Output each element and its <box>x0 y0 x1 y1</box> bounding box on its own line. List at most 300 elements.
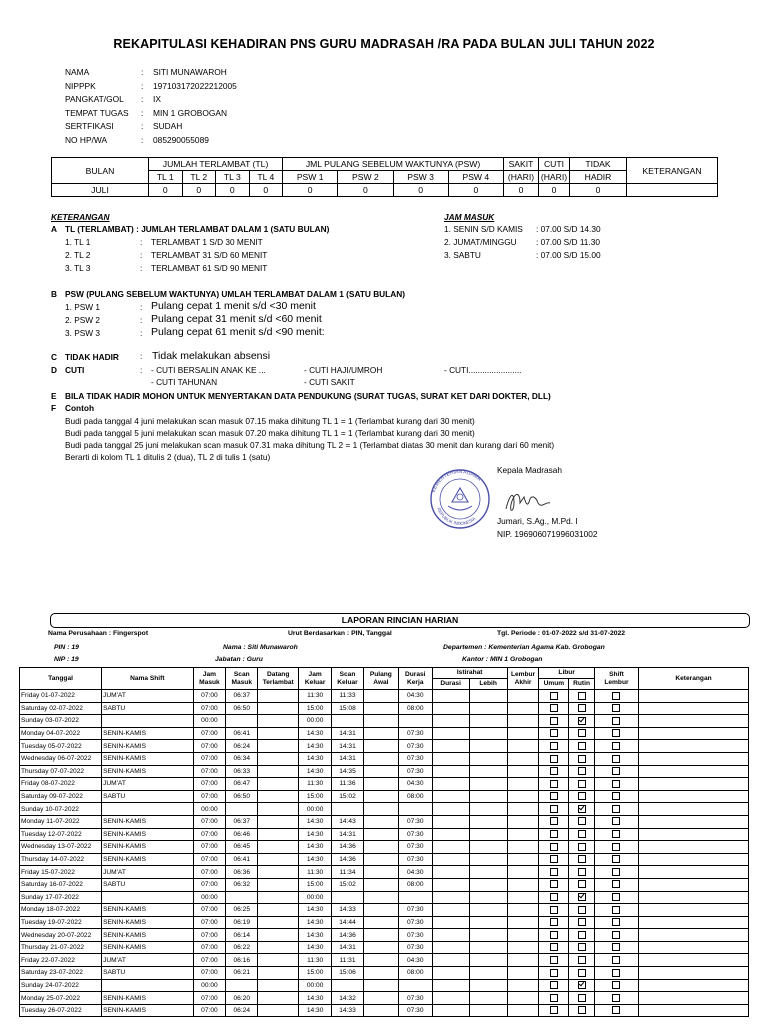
cell-durasi-kerja: 08:00 <box>398 967 432 980</box>
cell-shift-lembur <box>594 878 638 891</box>
cell-shift-lembur <box>594 992 638 1005</box>
col-keterangan: KETERANGAN <box>627 158 718 184</box>
cell-durasi-kerja: 07:30 <box>398 815 432 828</box>
cell-durasi-kerja: 07:30 <box>398 740 432 753</box>
checkbox-icon[interactable] <box>550 956 558 964</box>
cell-jam-keluar: 14:30 <box>299 992 332 1005</box>
cell-keterangan <box>639 841 749 854</box>
cell-jam-masuk: 07:00 <box>193 828 226 841</box>
identity-row <box>65 66 237 80</box>
cell-jam-keluar: 11:30 <box>299 866 332 879</box>
cell-terlambat <box>258 803 299 816</box>
cell-scan-masuk: 06:16 <box>226 954 258 967</box>
th-istirahat: Istirahat <box>432 668 507 679</box>
checkbox-icon[interactable] <box>578 729 586 737</box>
ket-c-letter: C <box>51 352 57 362</box>
cell-shift: SENIN-KAMIS <box>102 904 193 917</box>
checkbox-icon[interactable] <box>550 931 558 939</box>
cell-jam-masuk: 07:00 <box>193 740 226 753</box>
checkbox-icon[interactable] <box>550 893 558 901</box>
cell-keterangan <box>639 954 749 967</box>
cell-lembur-akhir <box>507 740 539 753</box>
identity-row <box>65 107 237 121</box>
checkbox-icon[interactable] <box>550 805 558 813</box>
checkbox-icon[interactable] <box>612 931 620 939</box>
cell-tanggal: Thursday 07-07-2022 <box>20 765 102 778</box>
checkbox-icon[interactable] <box>550 943 558 951</box>
checkbox-icon[interactable] <box>578 918 586 926</box>
cell-libur-rutin <box>569 866 595 879</box>
sub-cuti-hari: (HARI) <box>539 171 570 184</box>
cell-terlambat <box>258 866 299 879</box>
checkbox-icon[interactable] <box>550 906 558 914</box>
cell-tanggal: Saturday 16-07-2022 <box>20 878 102 891</box>
checkbox-icon[interactable] <box>578 855 586 863</box>
cell-shift: JUM'AT <box>102 778 193 791</box>
checkbox-icon[interactable] <box>578 956 586 964</box>
cell-keterangan <box>639 690 749 703</box>
identity-value: SITI MUNAWAROH <box>153 67 227 77</box>
cell-pulang-awal <box>363 866 398 879</box>
checkbox-icon[interactable] <box>578 767 586 775</box>
cell-ist-durasi <box>432 929 469 942</box>
cell-durasi-kerja <box>398 891 432 904</box>
cell-terlambat <box>258 778 299 791</box>
cell-keterangan <box>639 790 749 803</box>
cell-ist-lebih <box>469 1004 507 1017</box>
cell-scan-keluar: 14:35 <box>332 765 364 778</box>
checkbox-icon[interactable] <box>550 830 558 838</box>
checkbox-icon[interactable] <box>550 717 558 725</box>
identity-value: MIN 1 GROBOGAN <box>153 107 227 118</box>
cell-jam-masuk: 07:00 <box>193 841 226 854</box>
cell-lembur-akhir <box>507 929 539 942</box>
checkbox-icon[interactable] <box>612 880 620 888</box>
cell-ist-lebih <box>469 891 507 904</box>
cell-lembur-akhir <box>507 727 539 740</box>
cell-ist-durasi <box>432 715 469 728</box>
checkbox-icon[interactable] <box>612 780 620 788</box>
sub-tl4: TL 4 <box>249 171 283 184</box>
checkbox-icon[interactable] <box>612 843 620 851</box>
cell-ist-lebih <box>469 904 507 917</box>
sub-psw2: PSW 2 <box>338 171 393 184</box>
th-libur: Libur <box>539 668 594 679</box>
checkbox-icon[interactable] <box>578 717 586 725</box>
checkbox-icon[interactable] <box>578 742 586 750</box>
cell-lembur-akhir <box>507 967 539 980</box>
cell-pulang-awal <box>363 929 398 942</box>
cell-lembur-akhir <box>507 815 539 828</box>
checkbox-icon[interactable] <box>550 1006 558 1014</box>
cell-jam-masuk: 07:00 <box>193 727 226 740</box>
list-value: : 07.00 S/D 15.00 <box>536 250 601 260</box>
cell-jam-keluar: 14:30 <box>299 1004 332 1017</box>
cell-jam-keluar: 14:30 <box>299 765 332 778</box>
ket-a-letter: A <box>51 224 57 234</box>
cuti-tahunan: - CUTI TAHUNAN <box>151 377 218 387</box>
cell-pulang-awal <box>363 904 398 917</box>
table-row <box>20 740 749 753</box>
report-pin: PIN : 19 <box>54 644 79 651</box>
checkbox-icon[interactable] <box>612 792 620 800</box>
cell-keterangan <box>639 853 749 866</box>
cell-ist-durasi <box>432 841 469 854</box>
checkbox-icon[interactable] <box>550 880 558 888</box>
cell-shift-lembur <box>594 841 638 854</box>
report-period: Tgl. Periode : 01-07-2022 s/d 31-07-2022 <box>497 630 626 637</box>
identity-value: 085290055089 <box>153 134 209 145</box>
cell-shift <box>102 715 193 728</box>
cell-scan-masuk: 06:46 <box>226 828 258 841</box>
cell-shift: JUM'AT <box>102 954 193 967</box>
cell-scan-masuk: 06:41 <box>226 853 258 866</box>
cell-shift-lembur <box>594 891 638 904</box>
checkbox-icon[interactable] <box>550 755 558 763</box>
cell-scan-keluar <box>332 891 364 904</box>
cell-ist-lebih <box>469 979 507 992</box>
list-key: 1. TL 1 <box>65 237 91 247</box>
table-row <box>20 891 749 904</box>
checkbox-icon[interactable] <box>612 994 620 1002</box>
cell-libur-umum <box>539 715 569 728</box>
identity-row <box>65 134 237 148</box>
checkbox-icon[interactable] <box>612 767 620 775</box>
cell-lembur-akhir <box>507 715 539 728</box>
checkbox-icon[interactable] <box>550 981 558 989</box>
cell-scan-masuk <box>226 979 258 992</box>
checkbox-icon[interactable] <box>578 868 586 876</box>
cell-jam-keluar: 14:30 <box>299 727 332 740</box>
cell-ist-durasi <box>432 853 469 866</box>
checkbox-icon[interactable] <box>578 981 586 989</box>
checkbox-icon[interactable] <box>578 692 586 700</box>
checkbox-icon[interactable] <box>550 767 558 775</box>
identity-key: NAMA <box>65 67 90 77</box>
checkbox-icon[interactable] <box>612 704 620 712</box>
cell-libur-umum <box>539 891 569 904</box>
cell-terlambat <box>258 841 299 854</box>
checkbox-icon[interactable] <box>550 843 558 851</box>
table-row <box>20 853 749 866</box>
cell-libur-rutin <box>569 803 595 816</box>
report-nama: Nama : Siti Munawaroh <box>223 644 298 651</box>
identity-key: NIPPPK <box>65 80 96 91</box>
checkbox-icon[interactable] <box>578 969 586 977</box>
checkbox-icon[interactable] <box>612 918 620 926</box>
checkbox-icon[interactable] <box>550 742 558 750</box>
checkbox-icon[interactable] <box>550 792 558 800</box>
cell-tanggal: Sunday 03-07-2022 <box>20 715 102 728</box>
checkbox-icon[interactable] <box>550 868 558 876</box>
example-line: Berarti di kolom TL 1 ditulis 2 (dua), TL 2 di tulis 1 (satu) <box>65 452 271 462</box>
checkbox-icon[interactable] <box>578 792 586 800</box>
cell-terlambat <box>258 916 299 929</box>
cell-scan-masuk <box>226 803 258 816</box>
cell-scan-masuk: 06:19 <box>226 916 258 929</box>
table-row <box>20 1004 749 1017</box>
cell-libur-rutin <box>569 815 595 828</box>
checkbox-icon[interactable] <box>578 830 586 838</box>
cell-lembur-akhir <box>507 891 539 904</box>
cell-libur-umum <box>539 740 569 753</box>
checkbox-icon[interactable] <box>550 780 558 788</box>
checkbox-icon[interactable] <box>612 805 620 813</box>
checkbox-icon[interactable] <box>550 969 558 977</box>
cell-jam-keluar: 15:00 <box>299 967 332 980</box>
checkbox-icon[interactable] <box>550 855 558 863</box>
cell-keterangan <box>639 715 749 728</box>
cell-libur-rutin <box>569 790 595 803</box>
checkbox-icon[interactable] <box>612 729 620 737</box>
table-row <box>20 878 749 891</box>
cell-shift-lembur <box>594 916 638 929</box>
checkbox-icon[interactable] <box>612 969 620 977</box>
cell-tanggal: Saturday 23-07-2022 <box>20 967 102 980</box>
checkbox-icon[interactable] <box>612 692 620 700</box>
checkbox-icon[interactable] <box>612 817 620 825</box>
list-value: Pulang cepat 1 menit s/d <30 menit <box>151 300 316 312</box>
checkbox-icon[interactable] <box>612 868 620 876</box>
cell-libur-umum <box>539 979 569 992</box>
checkbox-icon[interactable] <box>578 1006 586 1014</box>
report-sort: Urut Berdasarkan : PIN, Tanggal <box>288 630 392 637</box>
list-key: 2. JUMAT/MINGGU <box>444 237 517 247</box>
checkbox-icon[interactable] <box>612 830 620 838</box>
cell-ist-lebih <box>469 967 507 980</box>
cell-libur-rutin <box>569 828 595 841</box>
checkbox-icon[interactable] <box>578 994 586 1002</box>
cell-jam-masuk: 07:00 <box>193 954 226 967</box>
cell-ist-lebih <box>469 765 507 778</box>
cell-scan-masuk: 06:36 <box>226 866 258 879</box>
cell-ist-lebih <box>469 752 507 765</box>
list-value: : 07.00 S/D 11.30 <box>536 237 600 247</box>
checkbox-icon[interactable] <box>578 704 586 712</box>
cell-jam-masuk: 07:00 <box>193 765 226 778</box>
report-title: LAPORAN RINCIAN HARIAN <box>50 613 750 628</box>
cell-durasi-kerja: 07:30 <box>398 853 432 866</box>
cell-scan-keluar <box>332 979 364 992</box>
sub-tl2: TL 2 <box>182 171 216 184</box>
cell-ist-lebih <box>469 853 507 866</box>
cell-ist-durasi <box>432 891 469 904</box>
ket-e-letter: E <box>51 391 57 401</box>
cell-ist-durasi <box>432 815 469 828</box>
cell-shift: SENIN-KAMIS <box>102 828 193 841</box>
checkbox-icon[interactable] <box>578 817 586 825</box>
cell-lembur-akhir <box>507 916 539 929</box>
cell-scan-masuk: 06:47 <box>226 778 258 791</box>
cell-libur-rutin <box>569 765 595 778</box>
cell-ist-durasi <box>432 828 469 841</box>
checkbox-icon[interactable] <box>550 918 558 926</box>
cell-jam-keluar: 14:30 <box>299 916 332 929</box>
checkbox-icon[interactable] <box>612 981 620 989</box>
cell-keterangan <box>639 815 749 828</box>
checkbox-icon[interactable] <box>612 1006 620 1014</box>
cell-shift: SENIN-KAMIS <box>102 992 193 1005</box>
colon: : <box>140 250 143 260</box>
cell-jam-masuk: 00:00 <box>193 803 226 816</box>
checkbox-icon[interactable] <box>578 843 586 851</box>
cell-lembur-akhir <box>507 765 539 778</box>
cell-scan-keluar: 14:31 <box>332 828 364 841</box>
checkbox-icon[interactable] <box>578 805 586 813</box>
cell-durasi-kerja <box>398 979 432 992</box>
cell-scan-masuk: 06:24 <box>226 1004 258 1017</box>
checkbox-icon[interactable] <box>550 692 558 700</box>
checkbox-icon[interactable] <box>612 755 620 763</box>
table-row <box>20 941 749 954</box>
summary-table <box>51 157 718 197</box>
cell-scan-keluar <box>332 715 364 728</box>
ket-a-text: TL (TERLAMBAT) : JUMLAH TERLAMBAT DALAM 1 (SATU BULAN) <box>65 224 330 234</box>
cell-pulang-awal <box>363 828 398 841</box>
sub-psw4: PSW 4 <box>448 171 503 184</box>
checkbox-icon[interactable] <box>578 880 586 888</box>
summary-keterangan-value <box>627 184 718 197</box>
cell-libur-umum <box>539 803 569 816</box>
checkbox-icon[interactable] <box>578 893 586 901</box>
colon: : <box>140 302 143 312</box>
cell-libur-rutin <box>569 878 595 891</box>
cell-scan-masuk: 06:24 <box>226 740 258 753</box>
list-value: Pulang cepat 31 menit s/d <60 menit <box>151 313 322 325</box>
cell-libur-umum <box>539 866 569 879</box>
cell-scan-masuk: 06:20 <box>226 992 258 1005</box>
sub-tl3: TL 3 <box>216 171 250 184</box>
table-row <box>20 916 749 929</box>
cell-shift: SENIN-KAMIS <box>102 941 193 954</box>
cell-lembur-akhir <box>507 866 539 879</box>
colon: : <box>140 315 143 325</box>
cell-shift-lembur <box>594 815 638 828</box>
cell-tanggal: Friday 15-07-2022 <box>20 866 102 879</box>
cell-lembur-akhir <box>507 954 539 967</box>
ket-e-text: BILA TIDAK HADIR MOHON UNTUK MENYERTAKAN DATA PENDUKUNG (SURAT TUGAS, SURAT KET DARI DOKTER, DLL) <box>65 391 551 401</box>
cell-ist-lebih <box>469 702 507 715</box>
cell-shift-lembur <box>594 727 638 740</box>
cell-shift-lembur <box>594 778 638 791</box>
cell-ist-lebih <box>469 790 507 803</box>
summary-value: 0 <box>149 184 183 197</box>
cell-libur-rutin <box>569 916 595 929</box>
cell-pulang-awal <box>363 715 398 728</box>
identity-row <box>65 120 237 134</box>
th-jam-keluar: Jam Keluar <box>299 668 332 690</box>
checkbox-icon[interactable] <box>612 742 620 750</box>
cell-keterangan <box>639 967 749 980</box>
th-scan-keluar: Scan Keluar <box>332 668 364 690</box>
cuti-haji: - CUTI HAJI/UMROH <box>304 365 383 375</box>
cell-libur-umum <box>539 778 569 791</box>
cell-scan-masuk: 06:50 <box>226 790 258 803</box>
checkbox-icon[interactable] <box>578 780 586 788</box>
sub-psw3: PSW 3 <box>393 171 448 184</box>
checkbox-icon[interactable] <box>612 956 620 964</box>
list-key: 3. PSW 3 <box>65 328 101 338</box>
cell-scan-masuk: 06:25 <box>226 904 258 917</box>
cell-shift: SENIN-KAMIS <box>102 853 193 866</box>
checkbox-icon[interactable] <box>550 817 558 825</box>
cell-ist-durasi <box>432 904 469 917</box>
identity-key: NO HP/WA <box>65 134 108 145</box>
table-row <box>20 904 749 917</box>
cell-libur-umum <box>539 727 569 740</box>
checkbox-icon[interactable] <box>612 906 620 914</box>
cell-libur-umum <box>539 690 569 703</box>
cell-lembur-akhir <box>507 992 539 1005</box>
cell-jam-keluar: 14:30 <box>299 752 332 765</box>
checkbox-icon[interactable] <box>578 906 586 914</box>
identity-value: 197103172022212005 <box>153 80 237 91</box>
checkbox-icon[interactable] <box>578 943 586 951</box>
colon: : <box>141 107 144 118</box>
cell-durasi-kerja: 07:30 <box>398 904 432 917</box>
cell-tanggal: Wednesday 13-07-2022 <box>20 841 102 854</box>
cell-shift-lembur <box>594 715 638 728</box>
cell-ist-lebih <box>469 715 507 728</box>
colon: : <box>140 263 143 273</box>
cell-scan-masuk: 06:50 <box>226 702 258 715</box>
cell-keterangan <box>639 765 749 778</box>
cell-durasi-kerja: 07:30 <box>398 752 432 765</box>
cell-durasi-kerja: 07:30 <box>398 929 432 942</box>
cell-libur-umum <box>539 941 569 954</box>
cell-jam-keluar: 00:00 <box>299 715 332 728</box>
cell-tanggal: Friday 08-07-2022 <box>20 778 102 791</box>
checkbox-icon[interactable] <box>550 729 558 737</box>
cell-lembur-akhir <box>507 702 539 715</box>
signature <box>502 489 552 515</box>
checkbox-icon[interactable] <box>612 943 620 951</box>
checkbox-icon[interactable] <box>550 704 558 712</box>
checkbox-icon[interactable] <box>612 717 620 725</box>
cell-ist-lebih <box>469 929 507 942</box>
cell-ist-durasi <box>432 954 469 967</box>
cell-lembur-akhir <box>507 690 539 703</box>
cell-scan-masuk: 06:41 <box>226 727 258 740</box>
checkbox-icon[interactable] <box>612 893 620 901</box>
cell-pulang-awal <box>363 727 398 740</box>
list-value: TERLAMBAT 1 S/D 30 MENIT <box>151 237 263 247</box>
cell-keterangan <box>639 740 749 753</box>
cell-shift-lembur <box>594 853 638 866</box>
th-ist-lebih: Lebih <box>469 679 507 690</box>
cell-shift-lembur <box>594 828 638 841</box>
checkbox-icon[interactable] <box>612 855 620 863</box>
checkbox-icon[interactable] <box>550 994 558 1002</box>
cell-tanggal: Sunday 24-07-2022 <box>20 979 102 992</box>
cell-keterangan <box>639 891 749 904</box>
cell-libur-umum <box>539 1004 569 1017</box>
cell-keterangan <box>639 929 749 942</box>
cell-libur-umum <box>539 992 569 1005</box>
cell-scan-keluar: 14:44 <box>332 916 364 929</box>
cell-libur-umum <box>539 878 569 891</box>
cell-durasi-kerja <box>398 803 432 816</box>
cell-jam-masuk: 07:00 <box>193 916 226 929</box>
cell-jam-keluar: 15:00 <box>299 878 332 891</box>
checkbox-icon[interactable] <box>578 931 586 939</box>
cell-libur-rutin <box>569 690 595 703</box>
cell-terlambat <box>258 891 299 904</box>
checkbox-icon[interactable] <box>578 755 586 763</box>
cell-lembur-akhir <box>507 941 539 954</box>
cell-jam-keluar: 14:30 <box>299 853 332 866</box>
cell-jam-keluar: 14:30 <box>299 841 332 854</box>
